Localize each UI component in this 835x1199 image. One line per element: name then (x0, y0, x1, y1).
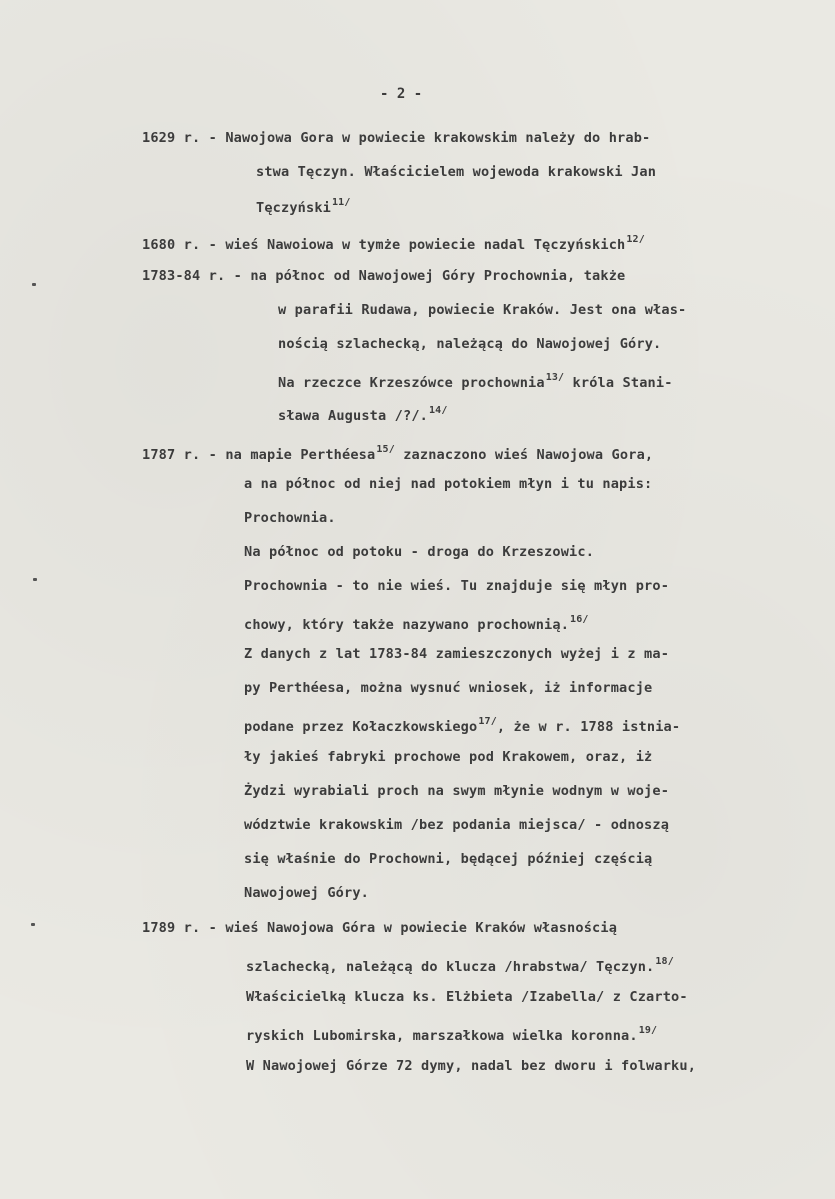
footnote-ref: 18/ (655, 956, 674, 967)
entry-1787-line-13: się właśnie do Prochowni, będącej później częścią (244, 851, 653, 867)
entry-1789-line-5: W Nawojowej Górze 72 dymy, nadal bez dworu i folwarku, (246, 1058, 697, 1074)
margin-mark (33, 578, 37, 581)
entry-1783-line-4: Na rzeczce Krzeszówce prochownia$^{13/}$ króla Stani- (278, 372, 673, 391)
entry-1680-line-1: 1680 r. - wieś Nawoiowa w tymże powiecie nadal Tęczyńskich$^{12/}$ (142, 234, 645, 253)
page-number: - 2 - (380, 86, 423, 102)
margin-mark (32, 283, 36, 286)
entry-1787-line-7: Z danych z lat 1783-84 zamieszczonych wyżej i z ma- (244, 646, 670, 662)
footnote-ref: 11/ (332, 197, 351, 208)
entry-1787-line-2: a na północ od niej nad potokiem młyn i tu napis: (244, 476, 653, 492)
entry-1787-line-1: 1787 r. - na mapie Perthéesa$^{15/}$ zaznaczono wieś Nawojowa Gora, (142, 444, 654, 463)
entry-1789-line-1: 1789 r. - wieś Nawojowa Góra w powiecie Kraków własnością (142, 920, 618, 936)
entry-1783-line-1: 1783-84 r. - na północ od Nawojowej Góry Prochownia, także (142, 268, 626, 284)
entry-1787-line-14: Nawojowej Góry. (244, 885, 370, 901)
entry-1789-line-3: Właścicielką klucza ks. Elżbieta /Izabella/ z Czarto- (246, 989, 688, 1005)
entry-1787-line-10: ły jakieś fabryki prochowe pod Krakowem, oraz, iż (244, 749, 653, 765)
entry-1629-line-2: stwa Tęczyn. Właścicielem wojewoda krakowski Jan (256, 164, 657, 180)
entry-1787-line-5: Prochownia - to nie wieś. Tu znajduje się młyn pro- (244, 578, 670, 594)
margin-mark (31, 923, 35, 926)
entry-1787-line-3: Prochownia. (244, 510, 336, 526)
entry-1629-line-3: Tęczyński$^{11/}$ (256, 197, 351, 216)
entry-1629-line-1: 1629 r. - Nawojowa Gora w powiecie krakowskim należy do hrab- (142, 130, 651, 146)
footnote-ref: 14/ (429, 405, 448, 416)
entry-1783-line-3: nością szlachecką, należącą do Nawojowej Góry. (278, 336, 662, 352)
entry-1783-line-2: w parafii Rudawa, powiecie Kraków. Jest ona włas- (278, 302, 687, 318)
entry-1787-line-9: podane przez Kołaczkowskiego$^{17/}$, że w r. 1788 istnia- (244, 716, 681, 735)
entry-1789-line-4: ryskich Lubomirska, marszałkowa wielka koronna.$^{19/}$ (246, 1025, 658, 1044)
footnote-ref: 17/ (478, 716, 497, 727)
entry-1787-line-6: chowy, który także nazywano prochownią.$^{16/}$ (244, 614, 589, 633)
footnote-ref: 16/ (570, 614, 589, 625)
footnote-ref: 12/ (626, 234, 645, 245)
footnote-ref: 19/ (638, 1025, 658, 1036)
entry-1787-line-12: wództwie krakowskim /bez podania miejsca/ - odnoszą (244, 817, 670, 833)
entry-1787-line-11: Żydzi wyrabiali proch na swym młynie wodnym w woje- (244, 783, 670, 799)
footnote-ref: 13/ (545, 372, 565, 383)
footnote-ref: 15/ (376, 444, 395, 455)
entry-1783-line-5: sława Augusta /?/.$^{14/}$ (278, 405, 448, 424)
entry-1787-line-4: Na północ od potoku - droga do Krzeszowic. (244, 544, 595, 560)
entry-1787-line-8: py Perthéesa, można wysnuć wniosek, iż informacje (244, 680, 653, 696)
entry-1789-line-2: szlachecką, należącą do klucza /hrabstwa/ Tęczyn.$^{18/}$ (246, 956, 674, 975)
